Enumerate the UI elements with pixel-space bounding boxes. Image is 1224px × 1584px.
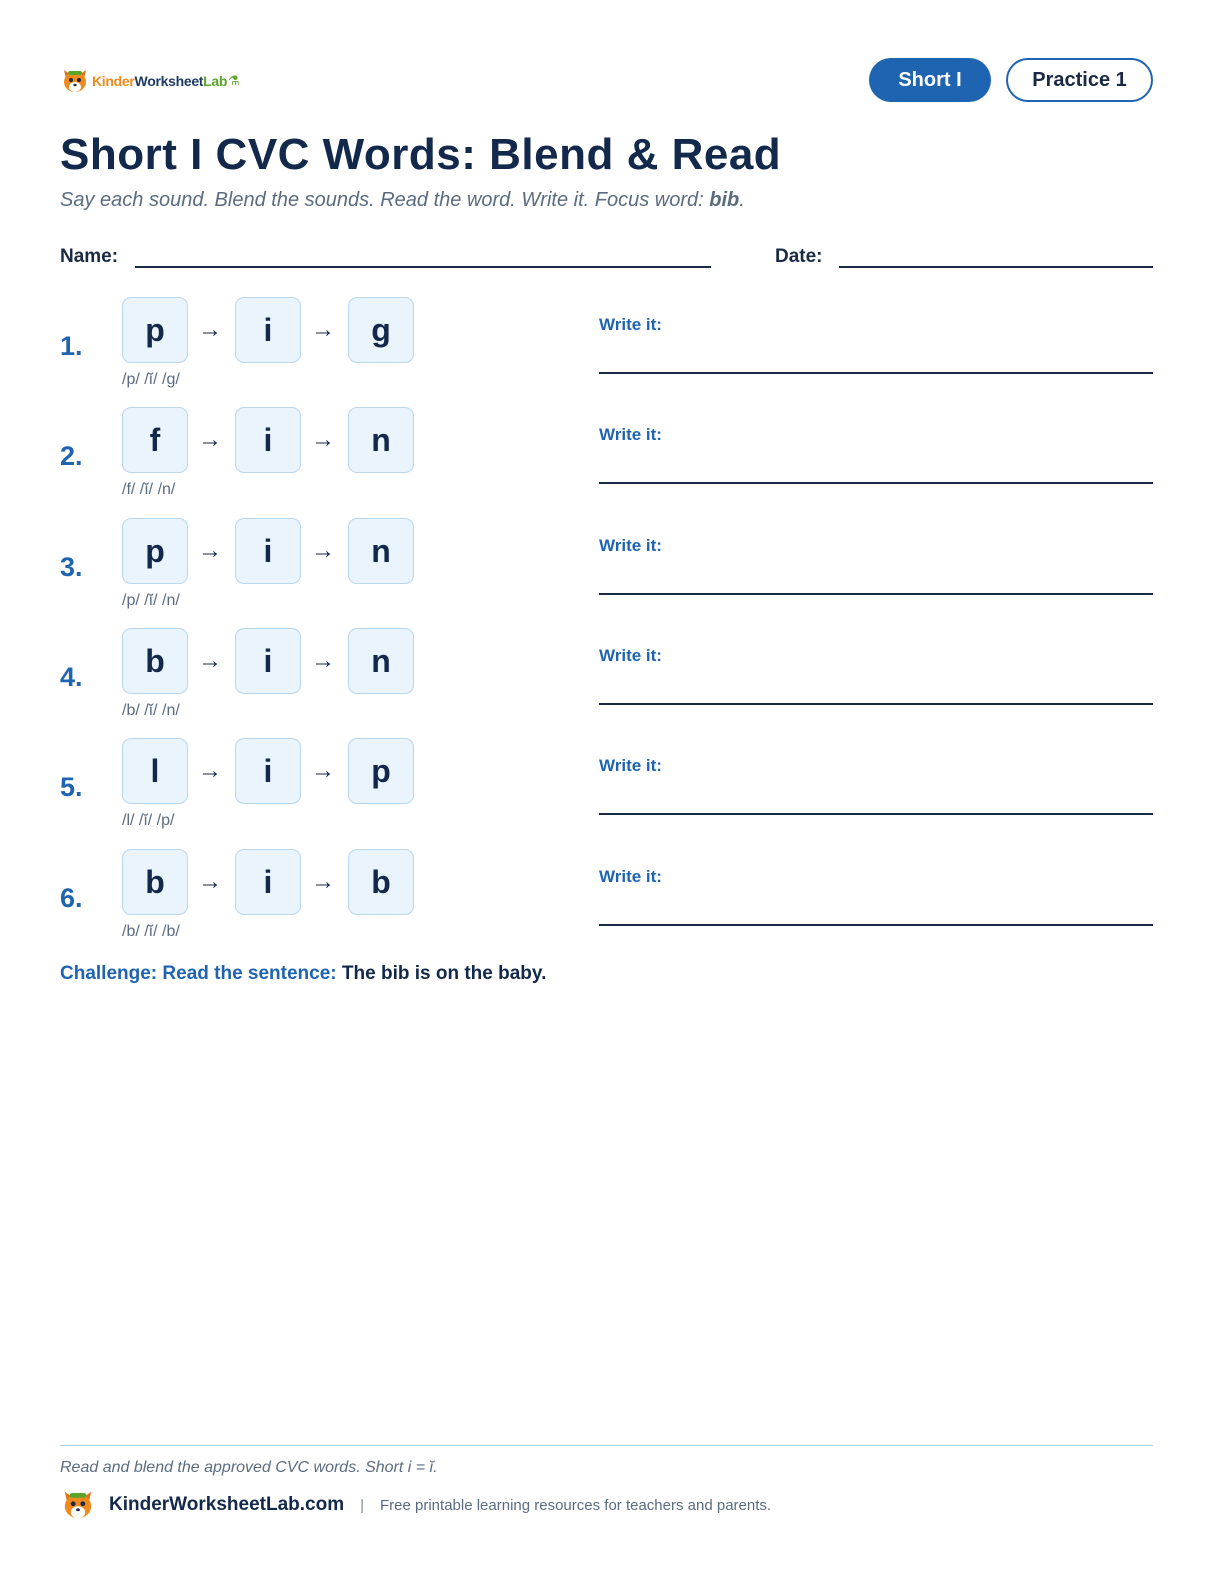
letter-tile: p (122, 518, 188, 584)
phoneme-hint: /l/ /ĭ/ /p/ (122, 812, 175, 829)
letter-tile: i (235, 628, 301, 694)
exercise-row (60, 407, 1153, 517)
name-label: Name: (60, 246, 119, 267)
arrow-right-icon: → (198, 868, 222, 895)
logo-wordmark: KinderWorksheetLab (92, 73, 228, 89)
topic-badge: Short I (869, 58, 991, 102)
arrow-right-icon: → (198, 316, 222, 343)
answer-write-line[interactable] (599, 482, 1153, 484)
exercise-row (60, 849, 1153, 959)
letter-tile: f (122, 407, 188, 473)
fox-mascot-icon (60, 66, 90, 96)
name-write-line[interactable] (135, 266, 711, 268)
arrow-right-icon: → (198, 426, 222, 453)
answer-write-line[interactable] (599, 703, 1153, 705)
page-subtitle: Say each sound. Blend the sounds. Read the word. Write it. Focus word: bib. (60, 189, 745, 211)
letter-tile: g (348, 297, 414, 363)
letter-tile: n (348, 518, 414, 584)
footer-separator: | (360, 1496, 364, 1514)
letter-tile: b (122, 628, 188, 694)
letter-tile: b (122, 849, 188, 915)
arrow-right-icon: → (198, 647, 222, 674)
footer-site-link[interactable]: KinderWorksheetLab.com (109, 1494, 345, 1515)
item-number: 2. (60, 441, 83, 471)
fox-mascot-icon (60, 1487, 96, 1523)
brand-logo (60, 66, 240, 96)
challenge-label: Challenge: Read the sentence: (60, 963, 337, 984)
arrow-right-icon: → (311, 537, 335, 564)
arrow-right-icon: → (311, 426, 335, 453)
answer-write-line[interactable] (599, 372, 1153, 374)
phoneme-hint: /b/ /ĭ/ /b/ (122, 923, 180, 940)
letter-tile: n (348, 407, 414, 473)
arrow-right-icon: → (311, 868, 335, 895)
arrow-right-icon: → (311, 316, 335, 343)
letter-tile: i (235, 738, 301, 804)
arrow-right-icon: → (311, 757, 335, 784)
letter-tile: i (235, 518, 301, 584)
write-it-label: Write it: (599, 536, 662, 555)
footer-divider (60, 1445, 1153, 1446)
beaker-icon: ⚗ (228, 73, 240, 88)
letter-tile: b (348, 849, 414, 915)
phoneme-hint: /f/ /ĭ/ /n/ (122, 481, 176, 498)
letter-tile: n (348, 628, 414, 694)
letter-tile: i (235, 849, 301, 915)
item-number: 6. (60, 883, 83, 913)
date-label: Date: (775, 246, 823, 267)
phoneme-hint: /b/ /ĭ/ /n/ (122, 702, 180, 719)
practice-badge: Practice 1 (1006, 58, 1153, 102)
item-number: 5. (60, 772, 83, 802)
header (60, 58, 1153, 106)
phoneme-hint: /p/ /ĭ/ /n/ (122, 592, 180, 609)
answer-write-line[interactable] (599, 813, 1153, 815)
arrow-right-icon: → (311, 647, 335, 674)
write-it-label: Write it: (599, 867, 662, 886)
footer-brand (60, 1487, 771, 1523)
write-it-label: Write it: (599, 315, 662, 334)
date-write-line[interactable] (839, 266, 1153, 268)
letter-tile: i (235, 297, 301, 363)
challenge-sentence: The bib is on the baby. (341, 963, 547, 984)
exercise-row (60, 297, 1153, 407)
phoneme-hint: /p/ /ĭ/ /g/ (122, 371, 180, 388)
arrow-right-icon: → (198, 757, 222, 784)
challenge (60, 963, 546, 985)
page-title: Short I CVC Words: Blend & Read (60, 130, 782, 179)
letter-tile: p (348, 738, 414, 804)
write-it-label: Write it: (599, 646, 662, 665)
letter-tile: p (122, 297, 188, 363)
exercise-row (60, 518, 1153, 628)
item-number: 3. (60, 552, 83, 582)
answer-write-line[interactable] (599, 593, 1153, 595)
write-it-label: Write it: (599, 425, 662, 444)
footer-note: Read and blend the approved CVC words. Short i = ĭ. (60, 1459, 438, 1476)
exercise-row (60, 738, 1153, 848)
letter-tile: l (122, 738, 188, 804)
item-number: 4. (60, 662, 83, 692)
item-number: 1. (60, 331, 83, 361)
focus-word: bib (709, 189, 740, 211)
letter-tile: i (235, 407, 301, 473)
write-it-label: Write it: (599, 756, 662, 775)
exercise-row (60, 628, 1153, 738)
footer-tagline: Free printable learning resources for teachers and parents. (380, 1496, 772, 1514)
arrow-right-icon: → (198, 537, 222, 564)
answer-write-line[interactable] (599, 924, 1153, 926)
